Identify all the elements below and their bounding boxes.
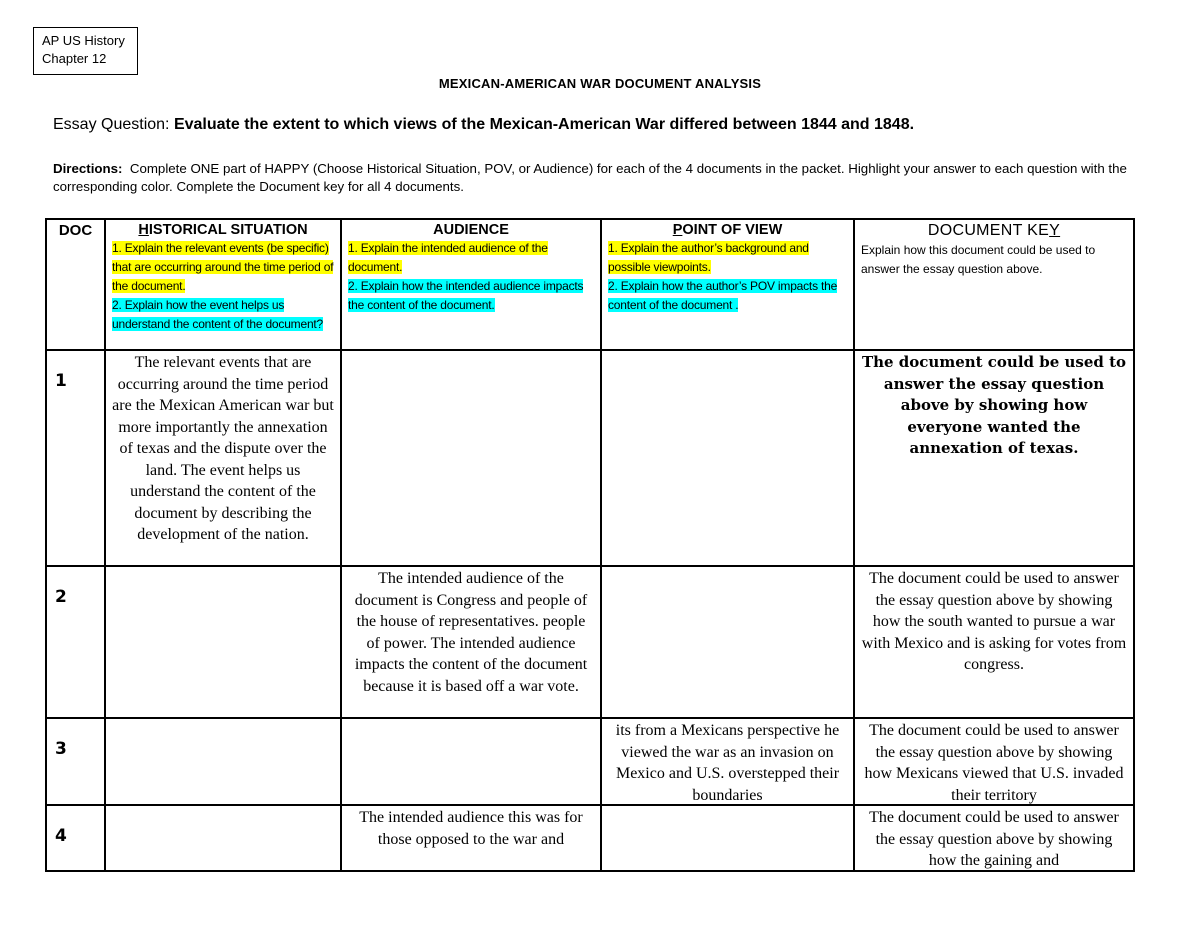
- pov-q2: 2. Explain how the author’s POV impacts the content of the document .: [608, 279, 838, 312]
- row-1-audience[interactable]: [341, 350, 601, 566]
- row-4-key[interactable]: [854, 805, 1134, 871]
- table-row: [46, 566, 1134, 718]
- row-4-key-text: The document could be used to answer the essay question above by showing how the gaining and: [869, 809, 1119, 869]
- doc-number: 2: [46, 566, 105, 718]
- document-key-instruction: Explain how this document could be used to answer the essay question above.: [861, 243, 1096, 276]
- row-2-key[interactable]: The document could be used to answer the essay question above by showing how the south wanted to pursue a war with Mexico and is asking for votes from congress.: [854, 566, 1134, 718]
- row-3-pov-text: its from a Mexicans perspective he viewed the war as an invasion on Mexico and U.S. overstepped their boundaries: [615, 722, 840, 804]
- essay-label: Essay Question:: [53, 116, 170, 133]
- row-2-audience[interactable]: The intended audience of the document is Congress and people of the house of representatives. people of power. The intended audience impacts the content of the document because it is based off a war vote.: [341, 566, 601, 718]
- page-title: MEXICAN-AMERICAN WAR DOCUMENT ANALYSIS: [438, 76, 762, 91]
- row-3-pov[interactable]: [601, 718, 854, 805]
- audience-q1: 1. Explain the intended audience of the document.: [348, 241, 548, 274]
- table-row: [46, 350, 1134, 566]
- historical-situation-title: HISTORICAL SITUATION: [138, 222, 308, 238]
- row-1-historical[interactable]: The relevant events that are occurring around the time period are the Mexican American war but more importantly the annexation of texas and the dispute over the land. The event helps us understand the content of the document by describing the development of the nation.: [105, 350, 341, 566]
- row-3-historical[interactable]: [105, 718, 341, 805]
- table-row: [46, 718, 1134, 805]
- historical-q1: 1. Explain the relevant events (be specific) that are occurring around the time period of the document.: [112, 241, 334, 293]
- directions-text: Complete ONE part of HAPPY (Choose Historical Situation, POV, or Audience) for each of the 4 documents in the packet. Highlight your answer to each question with the corresponding color. Complete the Document key for all 4 documents.: [53, 161, 1127, 194]
- row-1-pov[interactable]: [601, 350, 854, 566]
- doc-column-header: DOC: [46, 219, 105, 350]
- historical-situation-header: [105, 219, 341, 350]
- audience-title: AUDIENCE: [433, 222, 509, 238]
- row-2-historical[interactable]: [105, 566, 341, 718]
- point-of-view-header: [601, 219, 854, 350]
- row-3-key[interactable]: [854, 718, 1134, 805]
- essay-question: [53, 116, 914, 134]
- course-name: AP US History: [42, 33, 125, 48]
- doc-number: 1: [46, 350, 105, 566]
- directions-label: Directions:: [53, 161, 123, 176]
- pov-q1: 1. Explain the author’s background and possible viewpoints.: [608, 241, 809, 274]
- row-4-pov[interactable]: [601, 805, 854, 871]
- row-2-pov[interactable]: [601, 566, 854, 718]
- document-key-title: DOCUMENT KEY: [927, 222, 1061, 239]
- row-4-historical[interactable]: [105, 805, 341, 871]
- historical-q2: 2. Explain how the event helps us understand the content of the document?: [112, 298, 324, 331]
- row-4-audience[interactable]: The intended audience this was for those opposed to the war and: [341, 805, 601, 871]
- course-label-box: [33, 27, 138, 75]
- document-key-header: [854, 219, 1134, 350]
- point-of-view-title: POINT OF VIEW: [672, 222, 783, 238]
- table-row: [46, 805, 1134, 871]
- doc-number: 3: [46, 718, 105, 805]
- table-header-row: [46, 219, 1134, 350]
- row-3-key-text: The document could be used to answer the essay question above by showing how Mexicans viewed that U.S. invaded their territory: [864, 722, 1124, 804]
- chapter-name: Chapter 12: [42, 51, 107, 66]
- audience-header: [341, 219, 601, 350]
- audience-q2: 2. Explain how the intended audience impacts the content of the document.: [348, 279, 584, 312]
- row-3-audience[interactable]: [341, 718, 601, 805]
- essay-question-text: Evaluate the extent to which views of the Mexican-American War differed between 1844 and 1848.: [173, 116, 915, 133]
- doc-number: 4: [46, 805, 105, 871]
- directions: [53, 160, 1143, 196]
- analysis-table: [45, 218, 1135, 872]
- row-1-key[interactable]: The document could be used to answer the essay question above by showing how everyone wanted the annexation of texas.: [854, 350, 1134, 566]
